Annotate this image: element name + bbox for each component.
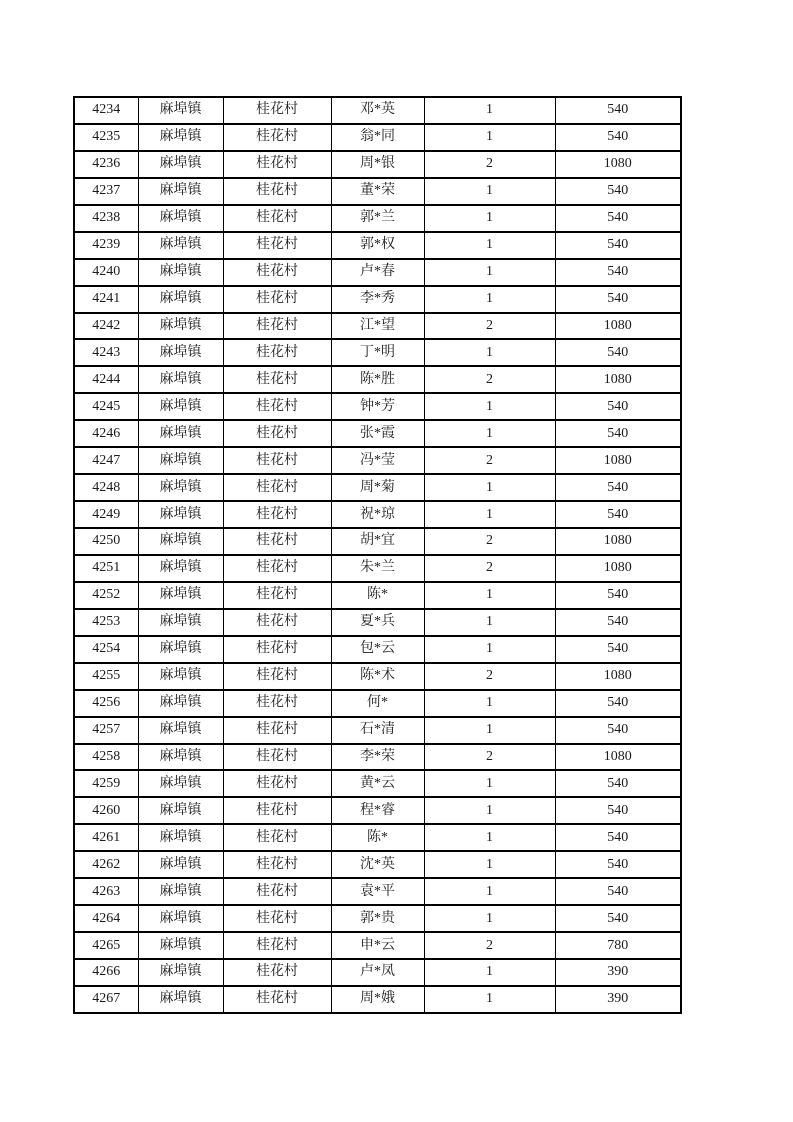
name-cell: 张*霞: [331, 420, 424, 447]
name-cell: 郭*权: [331, 232, 424, 259]
name-cell: 沈*英: [331, 851, 424, 878]
town-cell: 麻埠镇: [138, 797, 223, 824]
village-cell: 桂花村: [223, 259, 331, 286]
serial-cell: 4264: [74, 905, 138, 932]
table-row: [74, 717, 681, 744]
table-row: [74, 986, 681, 1013]
amount-cell: 780: [555, 932, 681, 959]
table-row: [74, 555, 681, 582]
serial-cell: 4238: [74, 205, 138, 232]
village-cell: 桂花村: [223, 878, 331, 905]
count-cell: 1: [424, 582, 555, 609]
serial-cell: 4253: [74, 609, 138, 636]
name-cell: 郭*兰: [331, 205, 424, 232]
village-cell: 桂花村: [223, 474, 331, 501]
amount-cell: 390: [555, 959, 681, 986]
name-cell: 冯*莹: [331, 447, 424, 474]
table-row: [74, 286, 681, 313]
table-row: [74, 905, 681, 932]
amount-cell: 540: [555, 393, 681, 420]
town-cell: 麻埠镇: [138, 663, 223, 690]
count-cell: 2: [424, 528, 555, 555]
count-cell: 1: [424, 474, 555, 501]
town-cell: 麻埠镇: [138, 555, 223, 582]
count-cell: 2: [424, 151, 555, 178]
amount-cell: 540: [555, 232, 681, 259]
table-row: [74, 824, 681, 851]
village-cell: 桂花村: [223, 286, 331, 313]
table-row: [74, 636, 681, 663]
count-cell: 1: [424, 97, 555, 124]
count-cell: 1: [424, 717, 555, 744]
town-cell: 麻埠镇: [138, 366, 223, 393]
name-cell: 陈*: [331, 582, 424, 609]
village-cell: 桂花村: [223, 609, 331, 636]
village-cell: 桂花村: [223, 986, 331, 1013]
serial-cell: 4257: [74, 717, 138, 744]
count-cell: 2: [424, 313, 555, 340]
table-row: [74, 582, 681, 609]
town-cell: 麻埠镇: [138, 501, 223, 528]
name-cell: 卢*春: [331, 259, 424, 286]
amount-cell: 540: [555, 770, 681, 797]
serial-cell: 4246: [74, 420, 138, 447]
count-cell: 1: [424, 690, 555, 717]
town-cell: 麻埠镇: [138, 97, 223, 124]
count-cell: 1: [424, 286, 555, 313]
amount-cell: 1080: [555, 528, 681, 555]
village-cell: 桂花村: [223, 151, 331, 178]
town-cell: 麻埠镇: [138, 339, 223, 366]
serial-cell: 4266: [74, 959, 138, 986]
count-cell: 1: [424, 232, 555, 259]
name-cell: 程*睿: [331, 797, 424, 824]
village-cell: 桂花村: [223, 97, 331, 124]
amount-cell: 540: [555, 690, 681, 717]
name-cell: 黄*云: [331, 770, 424, 797]
count-cell: 1: [424, 770, 555, 797]
table-row: [74, 366, 681, 393]
amount-cell: 540: [555, 609, 681, 636]
count-cell: 1: [424, 393, 555, 420]
village-cell: 桂花村: [223, 932, 331, 959]
table-row: [74, 851, 681, 878]
village-cell: 桂花村: [223, 528, 331, 555]
serial-cell: 4245: [74, 393, 138, 420]
name-cell: 周*娥: [331, 986, 424, 1013]
village-cell: 桂花村: [223, 770, 331, 797]
serial-cell: 4237: [74, 178, 138, 205]
table-row: [74, 528, 681, 555]
town-cell: 麻埠镇: [138, 151, 223, 178]
village-cell: 桂花村: [223, 339, 331, 366]
count-cell: 1: [424, 259, 555, 286]
serial-cell: 4267: [74, 986, 138, 1013]
count-cell: 2: [424, 932, 555, 959]
count-cell: 1: [424, 878, 555, 905]
serial-cell: 4251: [74, 555, 138, 582]
name-cell: 袁*平: [331, 878, 424, 905]
town-cell: 麻埠镇: [138, 851, 223, 878]
serial-cell: 4259: [74, 770, 138, 797]
amount-cell: 540: [555, 259, 681, 286]
serial-cell: 4249: [74, 501, 138, 528]
town-cell: 麻埠镇: [138, 905, 223, 932]
town-cell: 麻埠镇: [138, 824, 223, 851]
table-row: [74, 447, 681, 474]
table-row: [74, 501, 681, 528]
village-cell: 桂花村: [223, 744, 331, 771]
village-cell: 桂花村: [223, 313, 331, 340]
table-row: [74, 690, 681, 717]
count-cell: 1: [424, 959, 555, 986]
serial-cell: 4240: [74, 259, 138, 286]
table-row: [74, 178, 681, 205]
name-cell: 祝*琼: [331, 501, 424, 528]
table-row: [74, 259, 681, 286]
count-cell: 1: [424, 339, 555, 366]
name-cell: 周*银: [331, 151, 424, 178]
amount-cell: 1080: [555, 447, 681, 474]
town-cell: 麻埠镇: [138, 690, 223, 717]
village-cell: 桂花村: [223, 501, 331, 528]
table-row: [74, 205, 681, 232]
name-cell: 郭*贵: [331, 905, 424, 932]
village-cell: 桂花村: [223, 178, 331, 205]
village-cell: 桂花村: [223, 663, 331, 690]
name-cell: 胡*宜: [331, 528, 424, 555]
village-cell: 桂花村: [223, 905, 331, 932]
count-cell: 1: [424, 124, 555, 151]
name-cell: 陈*: [331, 824, 424, 851]
village-cell: 桂花村: [223, 717, 331, 744]
village-cell: 桂花村: [223, 420, 331, 447]
name-cell: 申*云: [331, 932, 424, 959]
town-cell: 麻埠镇: [138, 636, 223, 663]
village-cell: 桂花村: [223, 851, 331, 878]
amount-cell: 540: [555, 420, 681, 447]
amount-cell: 540: [555, 878, 681, 905]
table-row: [74, 770, 681, 797]
count-cell: 1: [424, 501, 555, 528]
table-row: [74, 420, 681, 447]
count-cell: 1: [424, 824, 555, 851]
amount-cell: 540: [555, 474, 681, 501]
table-row: [74, 474, 681, 501]
amount-cell: 540: [555, 339, 681, 366]
town-cell: 麻埠镇: [138, 959, 223, 986]
serial-cell: 4262: [74, 851, 138, 878]
table-row: [74, 124, 681, 151]
amount-cell: 540: [555, 501, 681, 528]
town-cell: 麻埠镇: [138, 286, 223, 313]
village-cell: 桂花村: [223, 690, 331, 717]
serial-cell: 4261: [74, 824, 138, 851]
amount-cell: 540: [555, 178, 681, 205]
serial-cell: 4244: [74, 366, 138, 393]
count-cell: 1: [424, 178, 555, 205]
table-row: [74, 151, 681, 178]
serial-cell: 4255: [74, 663, 138, 690]
name-cell: 陈*胜: [331, 366, 424, 393]
town-cell: 麻埠镇: [138, 205, 223, 232]
count-cell: 2: [424, 366, 555, 393]
town-cell: 麻埠镇: [138, 932, 223, 959]
name-cell: 包*云: [331, 636, 424, 663]
table-row: [74, 97, 681, 124]
amount-cell: 540: [555, 824, 681, 851]
serial-cell: 4256: [74, 690, 138, 717]
town-cell: 麻埠镇: [138, 744, 223, 771]
count-cell: 1: [424, 205, 555, 232]
serial-cell: 4258: [74, 744, 138, 771]
serial-cell: 4254: [74, 636, 138, 663]
amount-cell: 540: [555, 286, 681, 313]
village-cell: 桂花村: [223, 555, 331, 582]
village-cell: 桂花村: [223, 582, 331, 609]
serial-cell: 4239: [74, 232, 138, 259]
town-cell: 麻埠镇: [138, 447, 223, 474]
amount-cell: 540: [555, 124, 681, 151]
amount-cell: 540: [555, 97, 681, 124]
count-cell: 1: [424, 797, 555, 824]
name-cell: 夏*兵: [331, 609, 424, 636]
amount-cell: 540: [555, 905, 681, 932]
count-cell: 1: [424, 636, 555, 663]
name-cell: 李*秀: [331, 286, 424, 313]
name-cell: 翁*同: [331, 124, 424, 151]
serial-cell: 4236: [74, 151, 138, 178]
town-cell: 麻埠镇: [138, 528, 223, 555]
serial-cell: 4252: [74, 582, 138, 609]
name-cell: 丁*明: [331, 339, 424, 366]
count-cell: 1: [424, 851, 555, 878]
name-cell: 邓*英: [331, 97, 424, 124]
village-cell: 桂花村: [223, 636, 331, 663]
table-row: [74, 313, 681, 340]
table-row: [74, 878, 681, 905]
amount-cell: 1080: [555, 555, 681, 582]
name-cell: 董*荣: [331, 178, 424, 205]
town-cell: 麻埠镇: [138, 124, 223, 151]
town-cell: 麻埠镇: [138, 878, 223, 905]
town-cell: 麻埠镇: [138, 770, 223, 797]
count-cell: 2: [424, 555, 555, 582]
serial-cell: 4265: [74, 932, 138, 959]
table-body: [74, 97, 681, 1013]
count-cell: 1: [424, 420, 555, 447]
amount-cell: 390: [555, 986, 681, 1013]
serial-cell: 4235: [74, 124, 138, 151]
amount-cell: 540: [555, 205, 681, 232]
name-cell: 江*望: [331, 313, 424, 340]
village-cell: 桂花村: [223, 232, 331, 259]
town-cell: 麻埠镇: [138, 582, 223, 609]
amount-cell: 1080: [555, 744, 681, 771]
amount-cell: 1080: [555, 366, 681, 393]
village-cell: 桂花村: [223, 366, 331, 393]
amount-cell: 1080: [555, 313, 681, 340]
village-cell: 桂花村: [223, 124, 331, 151]
town-cell: 麻埠镇: [138, 474, 223, 501]
table-row: [74, 339, 681, 366]
town-cell: 麻埠镇: [138, 232, 223, 259]
amount-cell: 540: [555, 582, 681, 609]
town-cell: 麻埠镇: [138, 178, 223, 205]
name-cell: 何*: [331, 690, 424, 717]
name-cell: 周*菊: [331, 474, 424, 501]
table-row: [74, 797, 681, 824]
data-table: [73, 96, 682, 1014]
town-cell: 麻埠镇: [138, 420, 223, 447]
serial-cell: 4260: [74, 797, 138, 824]
serial-cell: 4263: [74, 878, 138, 905]
name-cell: 李*荣: [331, 744, 424, 771]
count-cell: 2: [424, 447, 555, 474]
village-cell: 桂花村: [223, 447, 331, 474]
count-cell: 2: [424, 663, 555, 690]
amount-cell: 1080: [555, 151, 681, 178]
table-row: [74, 609, 681, 636]
amount-cell: 1080: [555, 663, 681, 690]
serial-cell: 4234: [74, 97, 138, 124]
count-cell: 2: [424, 744, 555, 771]
name-cell: 钟*芳: [331, 393, 424, 420]
name-cell: 陈*术: [331, 663, 424, 690]
serial-cell: 4242: [74, 313, 138, 340]
name-cell: 卢*凤: [331, 959, 424, 986]
table-row: [74, 393, 681, 420]
town-cell: 麻埠镇: [138, 717, 223, 744]
village-cell: 桂花村: [223, 824, 331, 851]
village-cell: 桂花村: [223, 959, 331, 986]
table-row: [74, 932, 681, 959]
village-cell: 桂花村: [223, 205, 331, 232]
table-row: [74, 232, 681, 259]
serial-cell: 4243: [74, 339, 138, 366]
table-row: [74, 959, 681, 986]
amount-cell: 540: [555, 797, 681, 824]
town-cell: 麻埠镇: [138, 313, 223, 340]
table-row: [74, 744, 681, 771]
count-cell: 1: [424, 905, 555, 932]
town-cell: 麻埠镇: [138, 393, 223, 420]
serial-cell: 4247: [74, 447, 138, 474]
name-cell: 石*清: [331, 717, 424, 744]
town-cell: 麻埠镇: [138, 259, 223, 286]
amount-cell: 540: [555, 717, 681, 744]
serial-cell: 4250: [74, 528, 138, 555]
amount-cell: 540: [555, 636, 681, 663]
village-cell: 桂花村: [223, 393, 331, 420]
town-cell: 麻埠镇: [138, 609, 223, 636]
count-cell: 1: [424, 609, 555, 636]
serial-cell: 4248: [74, 474, 138, 501]
amount-cell: 540: [555, 851, 681, 878]
town-cell: 麻埠镇: [138, 986, 223, 1013]
table-row: [74, 663, 681, 690]
serial-cell: 4241: [74, 286, 138, 313]
name-cell: 朱*兰: [331, 555, 424, 582]
village-cell: 桂花村: [223, 797, 331, 824]
count-cell: 1: [424, 986, 555, 1013]
